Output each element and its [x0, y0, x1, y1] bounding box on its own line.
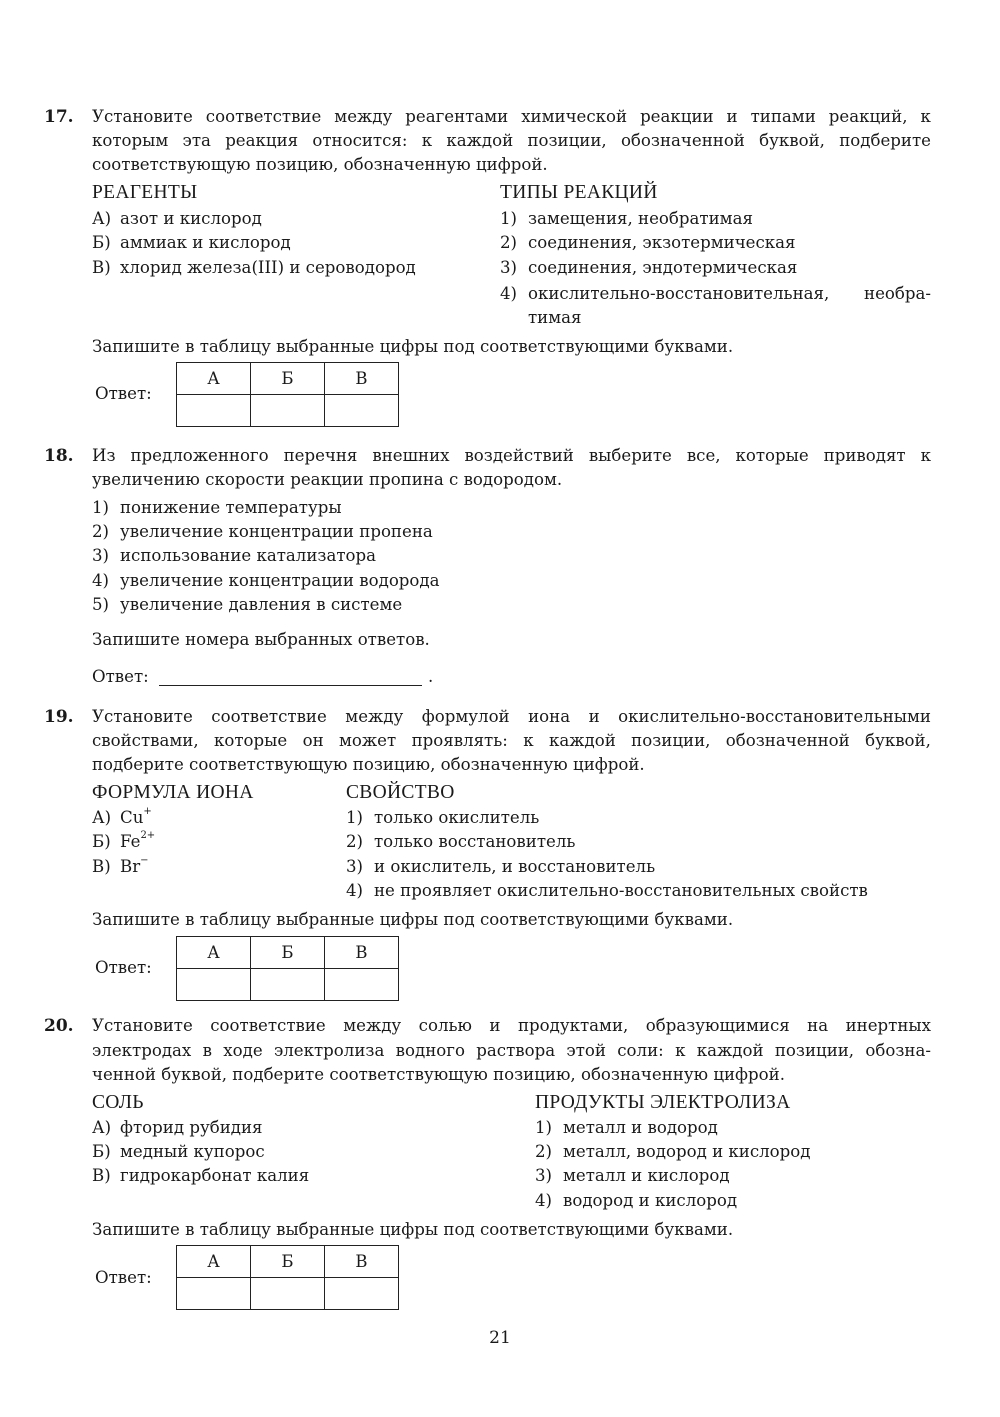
question-17-answer-table — [176, 362, 399, 427]
answer-cell-a[interactable] — [177, 1278, 251, 1310]
q17-reagent-a: А) азот и кислород — [92, 209, 262, 228]
question-18-instruction: Запишите номера выбранных ответов. — [92, 630, 430, 649]
word: которым — [92, 131, 169, 150]
word: соответствие — [211, 707, 327, 726]
q17-type-4-continuation: тимая — [528, 308, 582, 327]
question-19-line-3: подберите соответствующую позицию, обозначенную цифрой. — [92, 755, 645, 774]
q20-salt-b: Б) медный купорос — [92, 1142, 265, 1161]
q17-type-1: 1) замещения, необратимая — [500, 209, 753, 228]
word: окислительно-восстановительная, — [528, 284, 830, 303]
word: инертных — [845, 1016, 931, 1035]
question-18-answer-end: . — [428, 667, 434, 686]
question-19-line-1 — [92, 707, 931, 726]
word: и — [489, 1016, 501, 1035]
word: может — [339, 731, 397, 750]
question-19-right-header: СВОЙСТВО — [346, 782, 455, 803]
question-20-answer-label: Ответ: — [95, 1268, 152, 1287]
word: приводят — [823, 446, 906, 465]
word: в — [202, 1041, 212, 1060]
word: подберите — [839, 131, 931, 150]
word: эта — [182, 131, 211, 150]
q19-property-4: 4) не проявляет окислительно-восстановительных свойств — [346, 881, 868, 900]
word: буквой, — [759, 131, 825, 150]
word: реакция — [225, 131, 299, 150]
answer-cell-c[interactable] — [325, 969, 399, 1001]
word: Установите — [92, 1016, 193, 1035]
word: продуктами, — [517, 1016, 629, 1035]
word: окислительно-восстановительными — [618, 707, 931, 726]
word: реакции — [640, 107, 714, 126]
question-19-answer-table — [176, 936, 399, 1001]
word: обозначенной — [725, 731, 850, 750]
q20-product-4: 4) водород и кислород — [535, 1191, 738, 1210]
word: каждой — [446, 131, 514, 150]
word: к — [523, 731, 534, 750]
q17-reagent-b: Б) аммиак и кислород — [92, 233, 291, 252]
page-number: 21 — [489, 1328, 511, 1348]
answer-header-c: В — [325, 363, 399, 395]
word: к — [421, 131, 433, 150]
word: позиции, — [527, 131, 607, 150]
q19-ion-b: Б) Fe $^{2+}$ — [92, 830, 156, 851]
word: раствора — [476, 1041, 556, 1060]
word: и — [726, 107, 738, 126]
q19-property-2: 2) только восстановитель — [346, 832, 576, 851]
word: выберите — [588, 446, 672, 465]
word: каждой — [696, 1041, 764, 1060]
word: он — [302, 731, 324, 750]
question-20-left-header: СОЛЬ — [92, 1092, 144, 1113]
word: химической — [521, 107, 628, 126]
answer-cell-b[interactable] — [251, 1278, 325, 1310]
word: между — [345, 707, 404, 726]
answer-cell-b[interactable] — [251, 969, 325, 1001]
question-17-instruction: Запишите в таблицу выбранные цифры под соответствующими буквами. — [92, 337, 734, 356]
question-19-number: 19. — [44, 707, 74, 727]
word: каждой — [549, 731, 616, 750]
word: реагентами — [405, 107, 509, 126]
answer-cell-c[interactable] — [325, 1278, 399, 1310]
word: электродах — [92, 1041, 192, 1060]
question-17-answer-label: Ответ: — [95, 384, 152, 403]
word: необра- — [864, 284, 931, 303]
question-17-line-1 — [92, 107, 931, 126]
word: позиции, — [774, 1041, 855, 1060]
word: электролиза — [273, 1041, 385, 1060]
question-19-answer-label: Ответ: — [95, 958, 152, 977]
word: образующимися — [645, 1016, 790, 1035]
question-20-right-header: ПРОДУКТЫ ЭЛЕКТРОЛИЗА — [535, 1092, 791, 1113]
word: свойствами, — [92, 731, 199, 750]
question-18-line-2: увеличению скорости реакции пропина с водородом. — [92, 470, 563, 489]
word: типами — [750, 107, 816, 126]
word: на — [807, 1016, 829, 1035]
q18-option-4: 4) увеличение концентрации водорода — [92, 571, 440, 590]
answer-header-c: В — [325, 937, 399, 969]
word: относится: — [312, 131, 408, 150]
answer-cell-c[interactable] — [325, 395, 399, 427]
question-18-number: 18. — [44, 446, 74, 466]
question-20-line-1 — [92, 1016, 931, 1035]
q18-option-2: 2) увеличение концентрации пропена — [92, 522, 433, 541]
q17-type-4: 4) окислительно-восстановительная, необра- — [500, 284, 931, 303]
word: обозначенной — [620, 131, 745, 150]
q19-property-1: 1) только окислитель — [346, 808, 540, 827]
question-17-right-header: ТИПЫ РЕАКЦИЙ — [500, 182, 658, 203]
answer-header-a: А — [177, 1246, 251, 1278]
answer-header-b: Б — [251, 1246, 325, 1278]
question-20-instruction: Запишите в таблицу выбранные цифры под соответствующими буквами. — [92, 1220, 734, 1239]
word: между — [334, 107, 393, 126]
word: позиции, — [631, 731, 711, 750]
q18-option-5: 5) увеличение давления в системе — [92, 595, 403, 614]
word: иона — [528, 707, 571, 726]
answer-header-b: Б — [251, 363, 325, 395]
word: соли: — [617, 1041, 664, 1060]
word: которые — [735, 446, 809, 465]
question-19-line-2 — [92, 731, 931, 750]
word: соответствие — [210, 1016, 326, 1035]
word: к — [675, 1041, 686, 1060]
q17-type-2: 2) соединения, экзотермическая — [500, 233, 796, 252]
word: и — [588, 707, 600, 726]
word: соответствие — [205, 107, 322, 126]
word: которые — [214, 731, 288, 750]
q19-ion-a: А) Cu + — [92, 806, 152, 827]
word: все, — [686, 446, 721, 465]
answer-header-a: А — [177, 363, 251, 395]
word: к — [920, 446, 931, 465]
q20-salt-a: А) фторид рубидия — [92, 1118, 263, 1137]
answer-cell-a[interactable] — [177, 969, 251, 1001]
question-19-instruction: Запишите в таблицу выбранные цифры под соответствующими буквами. — [92, 910, 734, 929]
word: внешних — [372, 446, 450, 465]
word: реакций, — [828, 107, 908, 126]
q20-product-2: 2) металл, водород и кислород — [535, 1142, 811, 1161]
question-17-line-2 — [92, 131, 931, 150]
q20-salt-c: В) гидрокарбонат калия — [92, 1166, 310, 1185]
word: предложенного — [130, 446, 269, 465]
answer-cell-a[interactable] — [177, 395, 251, 427]
question-17-left-header: РЕАГЕНТЫ — [92, 182, 198, 203]
question-17-number: 17. — [44, 107, 74, 127]
word: этой — [566, 1041, 606, 1060]
question-20-answer-table — [176, 1245, 399, 1310]
answer-cell-b[interactable] — [251, 395, 325, 427]
q19-ion-c: В) Br − — [92, 855, 149, 876]
question-20-number: 20. — [44, 1016, 74, 1036]
word: водного — [395, 1041, 465, 1060]
q17-reagent-c: В) хлорид железа(III) и сероводород — [92, 258, 416, 277]
word: обозна- — [865, 1041, 931, 1060]
q18-option-3: 3) использование катализатора — [92, 546, 377, 565]
question-20-line-3: ченной буквой, подберите соответствующую позицию, обозначенную цифрой. — [92, 1065, 785, 1084]
word: буквой, — [865, 731, 931, 750]
question-18-answer-line[interactable] — [159, 685, 422, 686]
question-19-left-header: ФОРМУЛА ИОНА — [92, 782, 254, 803]
answer-header-c: В — [325, 1246, 399, 1278]
question-18-answer-label: Ответ: — [92, 667, 149, 686]
word: Из — [92, 446, 116, 465]
word: ходе — [223, 1041, 263, 1060]
word: Установите — [92, 107, 193, 126]
answer-header-a: А — [177, 937, 251, 969]
word: перечня — [283, 446, 358, 465]
question-20-line-2 — [92, 1041, 931, 1060]
word: проявлять: — [411, 731, 508, 750]
word: солью — [418, 1016, 472, 1035]
q17-type-3: 3) соединения, эндотермическая — [500, 258, 798, 277]
word: между — [343, 1016, 402, 1035]
word: воздействий — [464, 446, 574, 465]
question-18-line-1 — [92, 446, 931, 465]
word: Установите — [92, 707, 193, 726]
q20-product-1: 1) металл и водород — [535, 1118, 718, 1137]
q20-product-3: 3) металл и кислород — [535, 1166, 730, 1185]
word: формулой — [421, 707, 510, 726]
q19-property-3: 3) и окислитель, и восстановитель — [346, 857, 656, 876]
q18-option-1: 1) понижение температуры — [92, 498, 342, 517]
answer-header-b: Б — [251, 937, 325, 969]
question-17-line-3: соответствующую позицию, обозначенную цифрой. — [92, 155, 548, 174]
word: к — [920, 107, 931, 126]
